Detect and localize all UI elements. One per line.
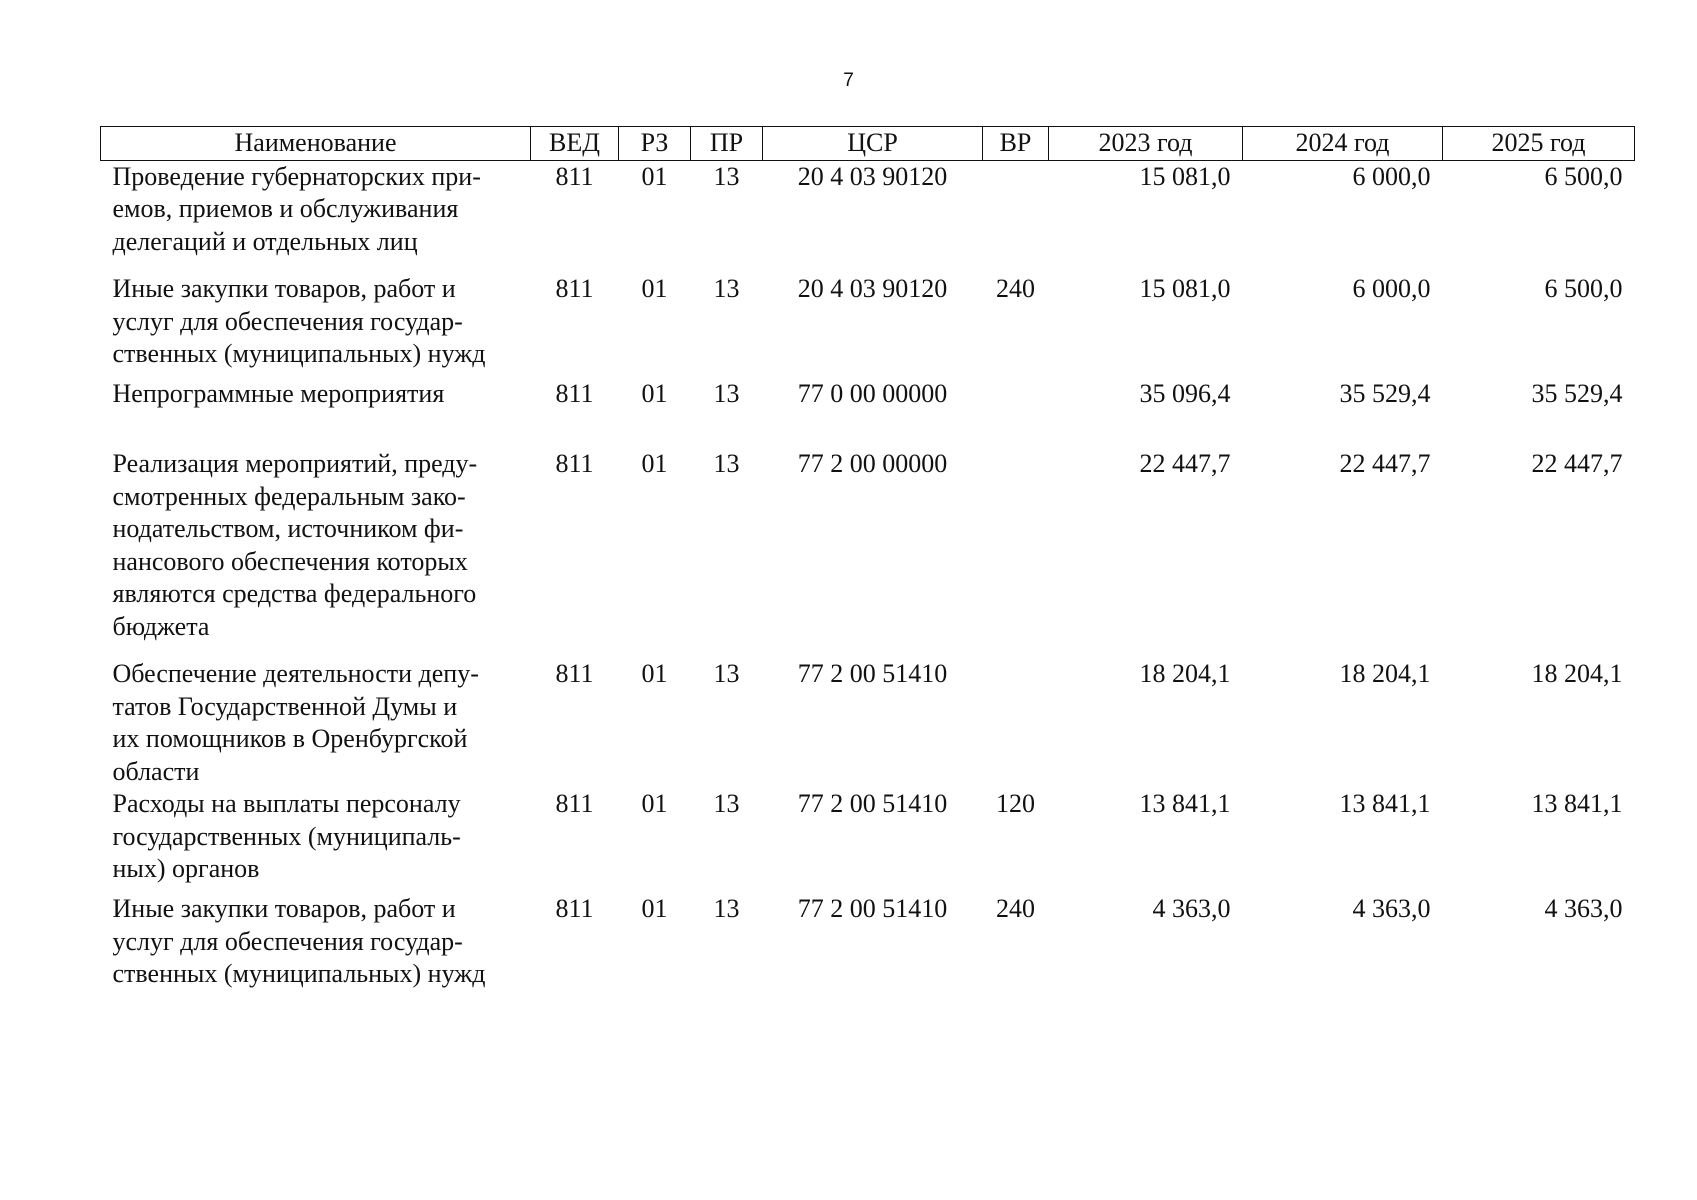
cell-pr: 13 bbox=[713, 659, 740, 688]
cell-2023: 18 204,1 bbox=[1139, 659, 1231, 688]
budget-table bbox=[100, 126, 1635, 993]
cell-csr: 77 0 00 00000 bbox=[797, 379, 948, 408]
cell-pr: 13 bbox=[713, 161, 740, 191]
cell-2025: 22 447,7 bbox=[1531, 449, 1623, 478]
table-row bbox=[101, 378, 1635, 448]
cell-2023: 13 841,1 bbox=[1139, 789, 1231, 818]
cell-vr bbox=[983, 658, 1049, 788]
table-body bbox=[101, 160, 1635, 993]
cell-2023: 15 081,0 bbox=[1139, 161, 1231, 191]
cell-vr: 240 bbox=[996, 274, 1035, 303]
cell-name: Расходы на выплаты персоналу государственных (муниципаль- ных) органов bbox=[112, 789, 461, 883]
header-2025: 2025 год bbox=[1443, 127, 1635, 161]
cell-pr: 13 bbox=[713, 789, 740, 818]
table-row bbox=[101, 448, 1635, 658]
cell-csr: 77 2 00 51410 bbox=[797, 659, 948, 688]
header-pr: ПР bbox=[691, 127, 763, 161]
cell-rz: 01 bbox=[641, 659, 668, 688]
table-row bbox=[101, 658, 1635, 788]
table-row bbox=[101, 788, 1635, 893]
cell-2024: 22 447,7 bbox=[1339, 449, 1431, 478]
header-vr: ВР bbox=[983, 127, 1049, 161]
cell-2024: 35 529,4 bbox=[1339, 379, 1431, 408]
cell-name: Иные закупки товаров, работ и услуг для обеспечения государ- ственных (муниципальных) нужд bbox=[112, 274, 486, 368]
cell-pr: 13 bbox=[713, 379, 740, 408]
cell-2025: 6 500,0 bbox=[1544, 274, 1623, 303]
header-name: Наименование bbox=[101, 127, 531, 161]
cell-vr: 120 bbox=[996, 789, 1035, 818]
cell-pr: 13 bbox=[713, 449, 740, 478]
cell-2023: 22 447,7 bbox=[1139, 449, 1231, 478]
cell-2023: 15 081,0 bbox=[1139, 274, 1231, 303]
cell-csr: 77 2 00 51410 bbox=[797, 894, 948, 923]
table-header-row bbox=[101, 127, 1635, 161]
cell-2023: 4 363,0 bbox=[1152, 894, 1231, 923]
cell-ved: 811 bbox=[555, 379, 594, 408]
cell-vr bbox=[983, 448, 1049, 658]
cell-rz: 01 bbox=[641, 789, 668, 818]
cell-2024: 13 841,1 bbox=[1339, 789, 1431, 818]
cell-csr: 77 2 00 00000 bbox=[797, 449, 948, 478]
cell-2025: 13 841,1 bbox=[1531, 789, 1623, 818]
cell-rz: 01 bbox=[641, 274, 668, 303]
header-ved: ВЕД bbox=[531, 127, 619, 161]
cell-2025: 4 363,0 bbox=[1544, 894, 1623, 923]
cell-2025: 6 500,0 bbox=[1544, 161, 1623, 191]
cell-vr: 240 bbox=[996, 894, 1035, 923]
table-row bbox=[101, 160, 1635, 273]
cell-2024: 4 363,0 bbox=[1352, 894, 1431, 923]
cell-csr: 20 4 03 90120 bbox=[797, 274, 948, 303]
cell-name: Иные закупки товаров, работ и услуг для обеспечения государ- ственных (муниципальных) нужд bbox=[112, 894, 486, 988]
cell-ved: 811 bbox=[555, 894, 594, 923]
cell-csr: 20 4 03 90120 bbox=[797, 161, 948, 191]
table-row bbox=[101, 893, 1635, 993]
header-2023: 2023 год bbox=[1049, 127, 1243, 161]
cell-ved: 811 bbox=[555, 659, 594, 688]
cell-ved: 811 bbox=[555, 789, 594, 818]
cell-name: Обеспечение деятельности депу- татов Государственной Думы и их помощников в Оренбургской области bbox=[112, 659, 479, 786]
cell-name: Непрограммные мероприятия bbox=[112, 379, 445, 408]
cell-name: Реализация мероприятий, преду- смотренных федеральным зако- нодательством, источником фи- нансового обеспечения которых являются средства федерального бюджета bbox=[112, 449, 478, 641]
cell-2025: 18 204,1 bbox=[1531, 659, 1623, 688]
cell-rz: 01 bbox=[641, 161, 668, 191]
cell-2024: 18 204,1 bbox=[1339, 659, 1431, 688]
header-csr: ЦСР bbox=[763, 127, 983, 161]
cell-rz: 01 bbox=[641, 449, 668, 478]
cell-ved: 811 bbox=[555, 449, 594, 478]
cell-2024: 6 000,0 bbox=[1352, 274, 1431, 303]
cell-name: Проведение губернаторских при- емов, приемов и обслуживания делегаций и отдельных лиц bbox=[112, 161, 481, 256]
cell-2025: 35 529,4 bbox=[1531, 379, 1623, 408]
cell-rz: 01 bbox=[641, 894, 668, 923]
cell-pr: 13 bbox=[713, 274, 740, 303]
header-rz: РЗ bbox=[619, 127, 691, 161]
cell-pr: 13 bbox=[713, 894, 740, 923]
cell-vr bbox=[983, 160, 1049, 273]
cell-ved: 811 bbox=[555, 161, 594, 191]
cell-2024: 6 000,0 bbox=[1352, 161, 1431, 191]
cell-rz: 01 bbox=[641, 379, 668, 408]
header-2024: 2024 год bbox=[1243, 127, 1443, 161]
page-number: 7 bbox=[843, 70, 854, 91]
cell-2023: 35 096,4 bbox=[1139, 379, 1231, 408]
cell-vr bbox=[983, 378, 1049, 448]
table-row bbox=[101, 273, 1635, 378]
cell-ved: 811 bbox=[555, 274, 594, 303]
cell-csr: 77 2 00 51410 bbox=[797, 789, 948, 818]
